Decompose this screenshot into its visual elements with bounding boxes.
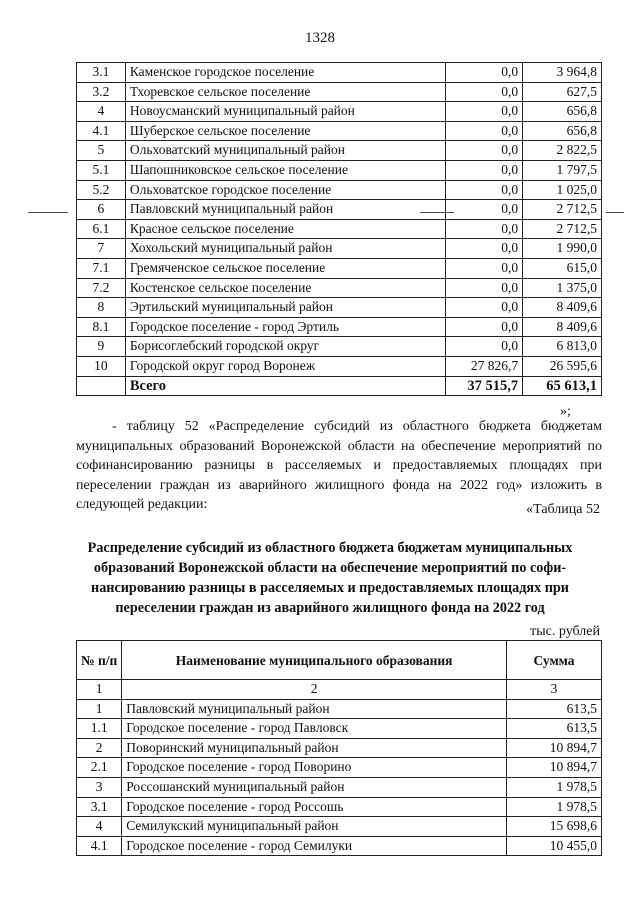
table-row — [77, 797, 602, 817]
row-number: 8 — [77, 298, 126, 318]
total-blank — [77, 376, 126, 396]
row-number: 4.1 — [77, 121, 126, 141]
municipality-name: Шуберское сельское поселение — [125, 121, 445, 141]
strike-line-left — [28, 212, 68, 213]
column-index: 2 — [122, 680, 507, 700]
closing-quote: »; — [560, 404, 571, 419]
subsidy-table-continued — [76, 62, 602, 396]
row-number: 3 — [77, 777, 122, 797]
row-number: 5.1 — [77, 160, 126, 180]
table-row — [77, 699, 602, 719]
total-value-1: 37 515,7 — [446, 376, 523, 396]
amendment-paragraph — [76, 417, 602, 515]
value-column-1: 0,0 — [446, 102, 523, 122]
municipality-name: Красное сельское поселение — [125, 219, 445, 239]
municipality-name: Городской округ город Воронеж — [125, 356, 445, 376]
row-number: 2.1 — [77, 758, 122, 778]
row-number: 7.2 — [77, 278, 126, 298]
value-column-2: 1 375,0 — [523, 278, 602, 298]
value-column-1: 0,0 — [446, 239, 523, 259]
value-column-2: 656,8 — [523, 121, 602, 141]
value-column-2: 1 025,0 — [523, 180, 602, 200]
row-number: 1.1 — [77, 719, 122, 739]
row-number: 4 — [77, 817, 122, 837]
value-column-1: 27 826,7 — [446, 356, 523, 376]
value-column-1: 0,0 — [446, 160, 523, 180]
row-number: 2 — [77, 738, 122, 758]
units-label: тыс. рублей — [530, 624, 600, 639]
value-column-2: 2 822,5 — [523, 141, 602, 161]
municipality-name: Городское поселение - город Россошь — [122, 797, 507, 817]
municipality-name: Тхоревское сельское поселение — [125, 82, 445, 102]
row-number: 7 — [77, 239, 126, 259]
municipality-name: Шапошниковское сельское поселение — [125, 160, 445, 180]
row-number: 5 — [77, 141, 126, 161]
value-column-1: 0,0 — [446, 200, 523, 220]
sum-value: 10 455,0 — [507, 836, 602, 856]
municipality-name: Хохольский муниципальный район — [125, 239, 445, 259]
table-row — [77, 239, 602, 259]
value-column-1: 0,0 — [446, 82, 523, 102]
municipality-name: Городское поселение - город Поворино — [122, 758, 507, 778]
value-column-1: 0,0 — [446, 298, 523, 318]
table-row — [77, 719, 602, 739]
total-row — [77, 376, 602, 396]
table-row — [77, 219, 602, 239]
row-number: 4.1 — [77, 836, 122, 856]
row-number: 8.1 — [77, 317, 126, 337]
municipality-name: Ольховатский муниципальный район — [125, 141, 445, 161]
value-column-1: 0,0 — [446, 141, 523, 161]
table-row — [77, 121, 602, 141]
sum-value: 1 978,5 — [507, 797, 602, 817]
column-index: 3 — [507, 680, 602, 700]
table-row — [77, 817, 602, 837]
value-column-1: 0,0 — [446, 258, 523, 278]
row-number: 3.1 — [77, 797, 122, 817]
municipality-name: Городское поселение - город Павловск — [122, 719, 507, 739]
municipality-name: Городское поселение - город Эртиль — [125, 317, 445, 337]
row-number: 9 — [77, 337, 126, 357]
value-column-1: 0,0 — [446, 121, 523, 141]
row-number: 10 — [77, 356, 126, 376]
table-row — [77, 180, 602, 200]
table-row — [77, 141, 602, 161]
sum-value: 613,5 — [507, 719, 602, 739]
value-column-2: 6 813,0 — [523, 337, 602, 357]
value-column-1: 0,0 — [446, 63, 523, 83]
sum-value: 1 978,5 — [507, 777, 602, 797]
strike-line-right — [606, 212, 624, 213]
municipality-name: Ольховатское городское поселение — [125, 180, 445, 200]
municipality-name: Поворинский муниципальный район — [122, 738, 507, 758]
sum-value: 15 698,6 — [507, 817, 602, 837]
table-row — [77, 337, 602, 357]
value-column-1: 0,0 — [446, 317, 523, 337]
table-row — [77, 758, 602, 778]
table-row — [77, 102, 602, 122]
total-value-2: 65 613,1 — [523, 376, 602, 396]
amendment-text: - таблицу 52 «Распределение субсидий из областного бюджета бюджетам муниципальных образований Воронежской области на обеспечение мероприятий по софинансированию разницы в расселяемых и предоставляемых площадях при переселении граждан из аварийного жилищного фонда на 2022 год» изложить в следующей редакции: — [76, 419, 602, 512]
row-number: 3.2 — [77, 82, 126, 102]
value-column-2: 627,5 — [523, 82, 602, 102]
column-index: 1 — [77, 680, 122, 700]
header-sum: Сумма — [507, 641, 602, 680]
table-row — [77, 200, 602, 220]
row-number: 3.1 — [77, 63, 126, 83]
municipality-name: Павловский муниципальный район — [122, 699, 507, 719]
value-column-2: 656,8 — [523, 102, 602, 122]
municipality-name: Каменское городское поселение — [125, 63, 445, 83]
table-row — [77, 317, 602, 337]
value-column-2: 8 409,6 — [523, 298, 602, 318]
strike-line-middle — [420, 212, 454, 213]
value-column-2: 1 990,0 — [523, 239, 602, 259]
value-column-1: 0,0 — [446, 180, 523, 200]
table-heading: Распределение субсидий из областного бюджета бюджетам муниципальных образований Воронежской области на обеспечение мероприятий по софи-нансированию разницы в расселяемых и предоставляемых площадях при переселении граждан из аварийного жилищного фонда на 2022 год — [87, 540, 573, 616]
municipality-name: Семилукский муниципальный район — [122, 817, 507, 837]
table-row — [77, 298, 602, 318]
table-row — [77, 777, 602, 797]
header-row — [77, 641, 602, 680]
municipality-name: Костенское сельское поселение — [125, 278, 445, 298]
municipality-name: Гремяченское сельское поселение — [125, 258, 445, 278]
municipality-name: Борисоглебский городской округ — [125, 337, 445, 357]
value-column-2: 3 964,8 — [523, 63, 602, 83]
sum-value: 10 894,7 — [507, 738, 602, 758]
table-row — [77, 278, 602, 298]
value-column-2: 26 595,6 — [523, 356, 602, 376]
subsidy-table-52 — [76, 640, 602, 856]
value-column-2: 1 797,5 — [523, 160, 602, 180]
value-column-2: 2 712,5 — [523, 200, 602, 220]
page-number: 1328 — [305, 30, 335, 46]
value-column-2: 2 712,5 — [523, 219, 602, 239]
sum-value: 10 894,7 — [507, 758, 602, 778]
table-row — [77, 258, 602, 278]
row-number: 5.2 — [77, 180, 126, 200]
value-column-1: 0,0 — [446, 278, 523, 298]
table-label: «Таблица 52 — [526, 502, 600, 517]
row-number: 7.1 — [77, 258, 126, 278]
header-num: № п/п — [77, 641, 122, 680]
municipality-name: Павловский муниципальный район — [125, 200, 445, 220]
table-row — [77, 836, 602, 856]
table-row — [77, 63, 602, 83]
municipality-name: Городское поселение - город Семилуки — [122, 836, 507, 856]
column-index-row — [77, 680, 602, 700]
table-row — [77, 160, 602, 180]
table-row — [77, 82, 602, 102]
table-row — [77, 356, 602, 376]
row-number: 6 — [77, 200, 126, 220]
row-number: 6.1 — [77, 219, 126, 239]
row-number: 1 — [77, 699, 122, 719]
municipality-name: Россошанский муниципальный район — [122, 777, 507, 797]
total-label: Всего — [125, 376, 445, 396]
value-column-1: 0,0 — [446, 337, 523, 357]
municipality-name: Новоусманский муниципальный район — [125, 102, 445, 122]
table-row — [77, 738, 602, 758]
value-column-2: 8 409,6 — [523, 317, 602, 337]
value-column-2: 615,0 — [523, 258, 602, 278]
sum-value: 613,5 — [507, 699, 602, 719]
row-number: 4 — [77, 102, 126, 122]
municipality-name: Эртильский муниципальный район — [125, 298, 445, 318]
value-column-1: 0,0 — [446, 219, 523, 239]
header-name: Наименование муниципального образования — [122, 641, 507, 680]
